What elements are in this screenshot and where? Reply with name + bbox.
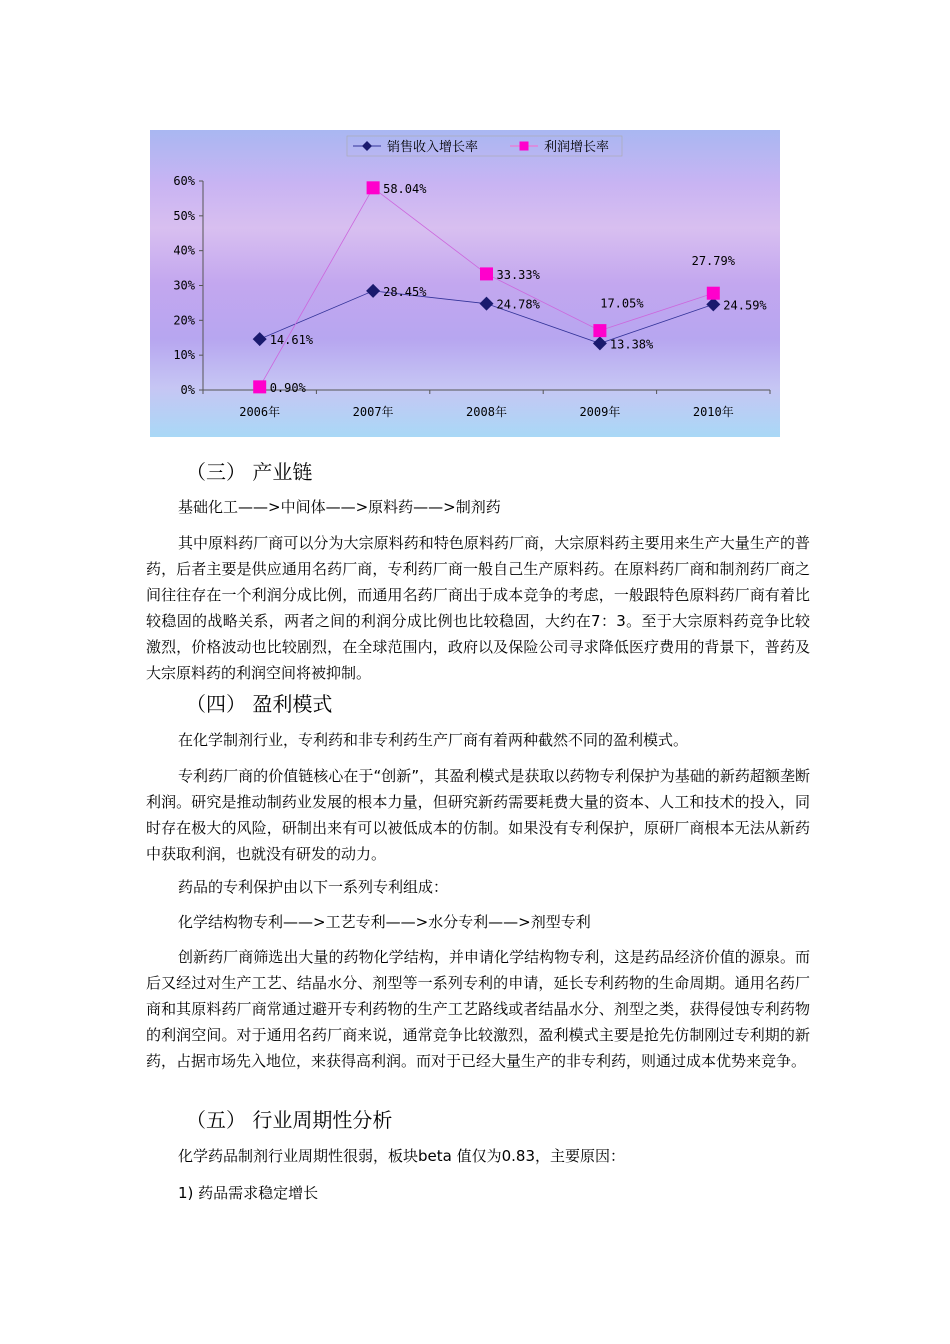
y-tick-label: 50% [173,208,195,223]
section3-paragraph: 其中原料药厂商可以分为大宗原料药和特色原料药厂商，大宗原料药主要用来生产大量生产的普药，后者主要是供应通用名药厂商，专利药厂商一般自己生产原料药。在原料药厂商和制剂药厂商之间往往存在一个利润分成比例，而通用名药厂商出于成本竞争的考虑，一般跟特色原料药厂商有着比较稳固的战略关系，两者之间的利润分成比例也比较稳固，大约在7：3。至于大宗原料药竞争比较激烈，价格波动也比较剧烈，在全球范围内，政府以及保险公司寻求降低医疗费用的背景下，普药及大宗原料药的利润空间将被抑制。 [146,534,810,682]
sales-data-label: 24.59% [723,298,767,313]
chart-series-layer [253,181,768,395]
section4-paragraph-1: 在化学制剂行业，专利药和非专利药生产厂商有着两种截然不同的盈利模式。 [178,731,689,749]
sales-point [366,284,380,298]
profit-point [593,324,606,337]
profit-data-label: 58.04% [383,181,427,196]
legend-square-icon [520,142,529,151]
series-line-1 [260,188,714,387]
x-tick-label: 2006年 [239,405,281,419]
profit-data-label: 27.79% [691,254,735,269]
profit-data-label: 33.33% [496,267,540,282]
sales-data-label: 24.78% [496,297,540,312]
y-tick-label: 30% [173,278,195,293]
section5-paragraph-1: 化学药品制剂行业周期性很弱，板块beta 值仅为0.83，主要原因： [178,1147,625,1165]
section4-paragraph-4: 创新药厂商筛选出大量的药物化学结构，并申请化学结构物专利，这是药品经济价值的源泉。而后又经过对生产工艺、结晶水分、剂型等一系列专利的申请，延长专利药物的生命周期。通用名药厂商和其原料药厂商常通过避开专利药物的生产工艺路线或者结晶水分、剂型之类，获得侵蚀专利药物的利润空间。对于通用名药厂商来说，通常竞争比较激烈，盈利模式主要是抢先仿制刚过专利期的新药，占据市场先入地位，来获得高利润。而对于已经大量生产的非专利药，则通过成本优势来竞争。 [146,948,810,1070]
section5-heading: （五） 行业周期性分析 [186,1108,393,1132]
section5-item-1: 1) 药品需求稳定增长 [178,1184,319,1202]
y-tick-label: 0% [180,383,195,397]
y-tick-label: 20% [173,313,195,328]
legend-diamond-icon [362,141,372,151]
x-tick-label: 2007年 [352,405,394,419]
profit-data-label: 0.90% [269,380,306,395]
sales-point [593,336,607,350]
x-tick-label: 2009年 [579,405,621,419]
profit-data-label: 17.05% [600,296,644,311]
section4-heading: （四） 盈利模式 [186,692,333,716]
profit-point [707,287,720,300]
chart-legend [347,136,622,156]
growth-rate-chart [150,130,780,437]
sales-point [480,297,494,311]
x-tick-label: 2010年 [692,405,734,419]
industry-chain-text: 基础化工——>中间体——>原料药——>制剂药 [178,498,501,516]
legend-sales-label: 销售收入增长率 [387,140,479,155]
profit-point [480,267,493,280]
section3-heading: （三） 产业链 [186,460,313,484]
patent-chain-text: 化学结构物专利——>工艺专利——>水分专利——>剂型专利 [178,913,591,931]
sales-data-label: 13.38% [609,337,654,352]
profit-point [253,380,266,393]
sales-data-label: 28.45% [383,284,427,299]
sales-data-label: 14.61% [269,333,314,348]
profit-point [367,181,380,194]
y-tick-label: 40% [173,243,195,258]
legend-profit-label: 利润增长率 [544,140,610,155]
x-tick-label: 2008年 [466,405,507,419]
section4-paragraph-2: 专利药厂商的价值链核心在于“创新”，其盈利模式是获取以药物专利保护为基础的新药超额垄断利润。研究是推动制药业发展的根本力量，但研究新药需要耗费大量的资本、人工和技术的投入，同时存在极大的风险，研制出来有可以被低成本的仿制。如果没有专利保护，原研厂商根本无法从新药中获取利润，也就没有研发的动力。 [146,767,810,863]
section4-paragraph-3: 药品的专利保护由以下一系列专利组成： [178,878,449,896]
chart-canvas [150,130,780,437]
sales-point [253,332,267,346]
y-tick-label: 60% [173,174,195,188]
y-tick-label: 10% [173,348,195,363]
